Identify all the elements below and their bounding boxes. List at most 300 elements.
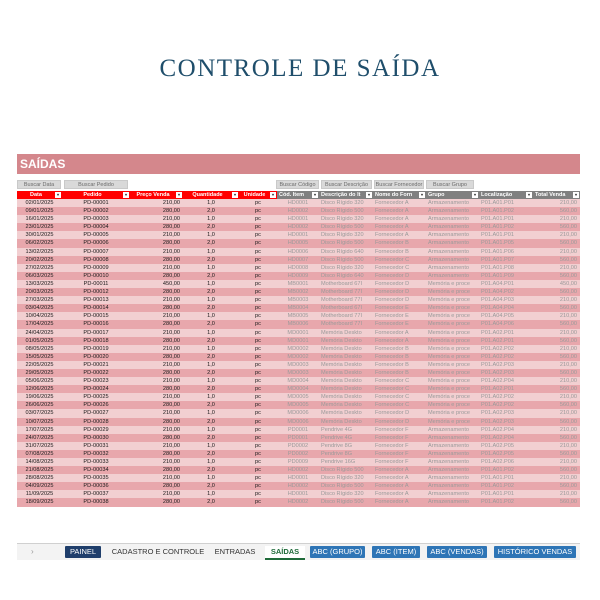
tab-abc-item[interactable]: ABC (ITEM) — [372, 546, 420, 558]
cell-col-total[interactable]: 210,00 — [559, 216, 577, 223]
cell-col-quantity[interactable]: 2,0 — [207, 321, 215, 328]
cell-col-location[interactable]: P01.A01.P02 — [481, 208, 514, 215]
cell-col-quantity[interactable]: 2,0 — [207, 402, 215, 409]
cell-col-unit[interactable]: pc — [255, 491, 261, 498]
cell-col-group[interactable]: Armazenamento — [428, 224, 470, 231]
cell-col-item-code[interactable]: HD0001 — [287, 232, 309, 239]
cell-col-item-code[interactable]: MB0002 — [287, 289, 309, 296]
cell-col-group[interactable]: Memória e proce — [428, 353, 470, 360]
cell-col-quantity[interactable]: 2,0 — [207, 450, 215, 457]
table-row[interactable] — [17, 450, 580, 458]
cell-col-price[interactable]: 280,00 — [162, 256, 180, 263]
cell-col-price[interactable]: 210,00 — [162, 248, 180, 255]
cell-col-order[interactable]: PD-00027 — [83, 410, 109, 417]
cell-col-item-code[interactable]: HD0002 — [287, 499, 309, 506]
cell-col-total[interactable]: 560,00 — [559, 418, 577, 425]
table-row[interactable] — [17, 320, 580, 328]
cell-col-order[interactable]: PD-00029 — [83, 426, 109, 433]
cell-col-price[interactable]: 280,00 — [162, 386, 180, 393]
cell-col-total[interactable]: 560,00 — [559, 450, 577, 457]
cell-col-supplier[interactable]: Fornecedor C — [375, 256, 410, 263]
cell-col-supplier[interactable]: Fornecedor B — [375, 353, 409, 360]
cell-col-unit[interactable]: pc — [255, 208, 261, 215]
cell-col-price[interactable]: 280,00 — [162, 305, 180, 312]
cell-col-total[interactable]: 560,00 — [559, 483, 577, 490]
cell-col-quantity[interactable]: 1,0 — [207, 426, 215, 433]
cell-col-total[interactable]: 450,00 — [559, 280, 577, 287]
cell-col-item-code[interactable]: MD0001 — [287, 337, 309, 344]
cell-col-item-code[interactable]: MD0002 — [287, 345, 309, 352]
tab-abc-vendas[interactable]: ABC (VENDAS) — [427, 546, 487, 558]
cell-col-order[interactable]: PD-00026 — [83, 402, 109, 409]
cell-col-supplier[interactable]: Fornecedor A — [375, 224, 409, 231]
cell-col-order[interactable]: PD-00018 — [83, 337, 109, 344]
cell-col-description[interactable]: Disco Rígido 320 — [321, 200, 364, 206]
cell-col-quantity[interactable]: 1,0 — [207, 313, 215, 320]
cell-col-order[interactable]: PD-00019 — [83, 345, 109, 352]
cell-col-unit[interactable]: pc — [255, 483, 261, 490]
cell-col-order[interactable]: PD-00031 — [83, 442, 109, 449]
cell-col-unit[interactable]: pc — [255, 272, 261, 279]
cell-col-price[interactable]: 280,00 — [162, 289, 180, 296]
cell-col-location[interactable]: P01.A02.P01 — [481, 337, 514, 344]
cell-col-item-code[interactable]: PD0002 — [287, 442, 309, 449]
cell-col-quantity[interactable]: 2,0 — [207, 353, 215, 360]
cell-col-description[interactable]: Memória Deskto — [321, 410, 362, 417]
cell-col-quantity[interactable]: 2,0 — [207, 224, 215, 231]
cell-col-description[interactable]: Disco Rígido 500 — [321, 240, 364, 247]
cell-col-group[interactable]: Memória e proce — [428, 329, 470, 336]
table-row[interactable] — [17, 393, 580, 401]
table-row[interactable] — [17, 353, 580, 361]
cell-col-unit[interactable]: pc — [255, 434, 261, 441]
cell-col-total[interactable]: 560,00 — [559, 289, 577, 296]
cell-col-supplier[interactable]: Fornecedor C — [375, 402, 410, 409]
cell-col-description[interactable]: Disco Rígido 320 — [321, 232, 364, 239]
cell-col-group[interactable]: Armazenamento — [428, 248, 470, 255]
cell-col-description[interactable]: Motherboard 77I — [321, 321, 363, 328]
cell-col-total[interactable]: 210,00 — [559, 345, 577, 352]
cell-col-supplier[interactable]: Fornecedor D — [375, 418, 410, 425]
cell-col-order[interactable]: PD-00032 — [83, 450, 109, 457]
cell-col-unit[interactable]: pc — [255, 321, 261, 328]
table-row[interactable] — [17, 458, 580, 466]
table-row[interactable] — [17, 385, 580, 393]
tab-historico-vendas[interactable]: HISTÓRICO VENDAS — [494, 546, 576, 558]
cell-col-supplier[interactable]: Fornecedor E — [375, 305, 409, 312]
cell-col-group[interactable]: Memória e proce — [428, 386, 470, 393]
tab-painel[interactable]: PAINEL — [65, 546, 101, 558]
cell-col-location[interactable]: P01.A04.P03 — [481, 297, 514, 304]
cell-col-order[interactable]: PD-00008 — [83, 256, 109, 263]
cell-col-group[interactable]: Armazenamento — [428, 240, 470, 247]
cell-col-date[interactable]: 23/01/2025 — [25, 224, 54, 231]
table-row[interactable] — [17, 418, 580, 426]
table-row[interactable] — [17, 288, 580, 296]
cell-col-location[interactable]: P01.A01.P02 — [481, 499, 514, 506]
cell-col-order[interactable]: PD-00004 — [83, 224, 109, 231]
cell-col-quantity[interactable]: 2,0 — [207, 434, 215, 441]
cell-col-supplier[interactable]: Fornecedor C — [375, 394, 410, 401]
cell-col-group[interactable]: Armazenamento — [428, 483, 470, 490]
cell-col-price[interactable]: 210,00 — [162, 297, 180, 304]
cell-col-item-code[interactable]: MD0004 — [287, 386, 309, 393]
cell-col-total[interactable]: 560,00 — [559, 321, 577, 328]
cell-col-group[interactable]: Armazenamento — [428, 442, 470, 449]
filter-button-supplier[interactable]: Buscar Fornecedor — [375, 182, 423, 188]
cell-col-item-code[interactable]: HD0005 — [287, 240, 309, 247]
cell-col-location[interactable]: P01.A04.P02 — [481, 289, 514, 296]
cell-col-date[interactable]: 24/07/2025 — [25, 434, 54, 441]
cell-col-date[interactable]: 20/02/2025 — [25, 256, 54, 263]
cell-col-unit[interactable]: pc — [255, 232, 261, 239]
cell-col-date[interactable]: 08/05/2025 — [25, 345, 54, 352]
cell-col-supplier[interactable]: Fornecedor F — [375, 459, 409, 465]
cell-col-group[interactable]: Armazenamento — [428, 256, 470, 263]
cell-col-location[interactable]: P01.A01.P06 — [481, 248, 514, 255]
cell-col-quantity[interactable]: 1,0 — [207, 280, 215, 287]
cell-col-supplier[interactable]: Fornecedor D — [375, 410, 410, 417]
cell-col-group[interactable]: Memória e proce — [428, 369, 470, 376]
cell-col-price[interactable]: 210,00 — [162, 426, 180, 433]
cell-col-unit[interactable]: pc — [255, 467, 261, 474]
cell-col-group[interactable]: Armazenamento — [428, 467, 470, 474]
cell-col-unit[interactable]: pc — [255, 459, 261, 465]
table-row[interactable] — [17, 296, 580, 304]
cell-col-date[interactable]: 10/04/2025 — [25, 313, 54, 320]
cell-col-unit[interactable]: pc — [255, 410, 261, 417]
cell-col-unit[interactable]: pc — [255, 450, 261, 457]
cell-col-group[interactable]: Armazenamento — [428, 491, 470, 498]
cell-col-total[interactable]: 210,00 — [559, 378, 577, 385]
cell-col-price[interactable]: 210,00 — [162, 410, 180, 417]
table-row[interactable] — [17, 409, 580, 417]
cell-col-total[interactable]: 210,00 — [559, 232, 577, 239]
cell-col-group[interactable]: Armazenamento — [428, 264, 470, 271]
cell-col-location[interactable]: P01.A02.P04 — [481, 434, 514, 441]
cell-col-description[interactable]: Memória Deskto — [321, 361, 362, 368]
cell-col-item-code[interactable]: HD0001 — [287, 475, 309, 482]
filter-dropdown-icon[interactable]: ▾ — [233, 192, 236, 197]
table-row[interactable] — [17, 304, 580, 312]
table-row[interactable] — [17, 401, 580, 409]
cell-col-date[interactable]: 10/07/2025 — [25, 418, 54, 425]
cell-col-price[interactable]: 210,00 — [162, 459, 180, 465]
cell-col-quantity[interactable]: 1,0 — [207, 248, 215, 255]
cell-col-date[interactable]: 27/02/2025 — [25, 264, 54, 271]
cell-col-quantity[interactable]: 1,0 — [207, 378, 215, 385]
cell-col-date[interactable]: 11/09/2025 — [25, 491, 54, 498]
cell-col-order[interactable]: PD-00036 — [83, 483, 109, 490]
cell-col-order[interactable]: PD-00014 — [83, 305, 109, 312]
cell-col-supplier[interactable]: Fornecedor D — [375, 272, 410, 279]
table-row[interactable] — [17, 490, 580, 498]
cell-col-date[interactable]: 15/05/2025 — [25, 353, 54, 360]
cell-col-date[interactable]: 28/08/2025 — [25, 475, 54, 482]
cell-col-date[interactable]: 02/01/2025 — [25, 200, 54, 206]
cell-col-total[interactable]: 210,00 — [559, 200, 577, 206]
tab-entradas[interactable]: ENTRADAS — [214, 547, 256, 556]
cell-col-unit[interactable]: pc — [255, 256, 261, 263]
cell-col-group[interactable]: Memória e proce — [428, 280, 470, 287]
cell-col-order[interactable]: PD-00002 — [83, 208, 109, 215]
tab-scroll-icon[interactable]: › — [31, 547, 34, 556]
cell-col-description[interactable]: Memória Deskto — [321, 345, 362, 352]
cell-col-item-code[interactable]: PD0001 — [287, 426, 309, 433]
cell-col-price[interactable]: 450,00 — [162, 280, 180, 287]
cell-col-date[interactable]: 13/03/2025 — [25, 280, 54, 287]
cell-col-group[interactable]: Memória e proce — [428, 361, 470, 368]
cell-col-location[interactable]: P01.A01.P07 — [481, 256, 514, 263]
cell-col-order[interactable]: PD-00007 — [83, 248, 109, 255]
cell-col-unit[interactable]: pc — [255, 280, 261, 287]
cell-col-location[interactable]: P01.A02.P02 — [481, 353, 514, 360]
cell-col-price[interactable]: 210,00 — [162, 329, 180, 336]
cell-col-group[interactable]: Armazenamento — [428, 426, 470, 433]
cell-col-quantity[interactable]: 2,0 — [207, 208, 215, 215]
cell-col-group[interactable]: Armazenamento — [428, 475, 470, 482]
cell-col-price[interactable]: 280,00 — [162, 240, 180, 247]
cell-col-group[interactable]: Memória e proce — [428, 418, 470, 425]
cell-col-description[interactable]: Disco Rígido 320 — [321, 216, 364, 223]
cell-col-item-code[interactable]: MB0006 — [287, 321, 309, 328]
cell-col-unit[interactable]: pc — [255, 442, 261, 449]
cell-col-location[interactable]: P01.A04.P04 — [481, 305, 514, 312]
cell-col-supplier[interactable]: Fornecedor D — [375, 280, 410, 287]
cell-col-date[interactable]: 12/06/2025 — [25, 386, 54, 393]
cell-col-location[interactable]: P01.A01.P01 — [481, 491, 514, 498]
cell-col-description[interactable]: Disco Rígido 500 — [321, 483, 364, 490]
cell-col-order[interactable]: PD-00001 — [83, 200, 109, 206]
cell-col-item-code[interactable]: MD0003 — [287, 369, 309, 376]
cell-col-location[interactable]: P01.A01.P01 — [481, 200, 514, 206]
cell-col-total[interactable]: 560,00 — [559, 305, 577, 312]
cell-col-item-code[interactable]: PD0001 — [287, 434, 309, 441]
cell-col-item-code[interactable]: MD0002 — [287, 353, 309, 360]
cell-col-description[interactable]: Memória Deskto — [321, 337, 362, 344]
cell-col-quantity[interactable]: 2,0 — [207, 369, 215, 376]
cell-col-price[interactable]: 210,00 — [162, 345, 180, 352]
cell-col-item-code[interactable]: MD0005 — [287, 394, 309, 401]
cell-col-order[interactable]: PD-00034 — [83, 467, 109, 474]
cell-col-price[interactable]: 280,00 — [162, 483, 180, 490]
cell-col-description[interactable]: Disco Rígido 640 — [321, 272, 364, 279]
cell-col-description[interactable]: Motherboard 77I — [321, 313, 363, 320]
cell-col-date[interactable]: 06/03/2025 — [25, 272, 54, 279]
cell-col-supplier[interactable]: Fornecedor A — [375, 200, 409, 206]
cell-col-date[interactable]: 04/09/2025 — [25, 483, 54, 490]
cell-col-date[interactable]: 14/08/2025 — [25, 459, 54, 465]
cell-col-supplier[interactable]: Fornecedor D — [375, 297, 410, 304]
cell-col-quantity[interactable]: 2,0 — [207, 305, 215, 312]
cell-col-total[interactable]: 560,00 — [559, 256, 577, 263]
cell-col-item-code[interactable]: HD0007 — [287, 256, 309, 263]
cell-col-price[interactable]: 280,00 — [162, 434, 180, 441]
cell-col-description[interactable]: Disco Rígido 500 — [321, 208, 364, 215]
cell-col-unit[interactable]: pc — [255, 426, 261, 433]
cell-col-date[interactable]: 19/06/2025 — [25, 394, 54, 401]
cell-col-date[interactable]: 26/06/2025 — [25, 402, 54, 409]
cell-col-location[interactable]: P01.A01.P08 — [481, 264, 514, 271]
cell-col-price[interactable]: 210,00 — [162, 313, 180, 320]
table-row[interactable] — [17, 345, 580, 353]
cell-col-total[interactable]: 210,00 — [559, 426, 577, 433]
cell-col-order[interactable]: PD-00015 — [83, 313, 109, 320]
cell-col-quantity[interactable]: 1,0 — [207, 410, 215, 417]
table-row[interactable] — [17, 312, 580, 320]
cell-col-order[interactable]: PD-00011 — [83, 280, 109, 287]
cell-col-date[interactable]: 03/07/2025 — [25, 410, 54, 417]
cell-col-supplier[interactable]: Fornecedor A — [375, 467, 409, 474]
table-row[interactable] — [17, 329, 580, 337]
filter-dropdown-icon[interactable]: ▾ — [367, 192, 370, 197]
cell-col-order[interactable]: PD-00009 — [83, 264, 109, 271]
cell-col-supplier[interactable]: Fornecedor A — [375, 208, 409, 215]
cell-col-location[interactable]: P01.A02.P02 — [481, 402, 514, 409]
cell-col-quantity[interactable]: 2,0 — [207, 467, 215, 474]
cell-col-total[interactable]: 560,00 — [559, 499, 577, 506]
cell-col-item-code[interactable]: PD0002 — [287, 450, 309, 457]
cell-col-price[interactable]: 210,00 — [162, 232, 180, 239]
cell-col-description[interactable]: Pendrive 16G — [321, 459, 356, 465]
cell-col-description[interactable]: Pendrive 4G — [321, 434, 353, 441]
cell-col-date[interactable]: 17/07/2025 — [25, 426, 54, 433]
cell-col-group[interactable]: Armazenamento — [428, 200, 470, 206]
cell-col-date[interactable]: 22/05/2025 — [25, 361, 54, 368]
cell-col-unit[interactable]: pc — [255, 418, 261, 425]
cell-col-supplier[interactable]: Fornecedor A — [375, 475, 409, 482]
cell-col-total[interactable]: 210,00 — [559, 361, 577, 368]
cell-col-date[interactable]: 03/04/2025 — [25, 305, 54, 312]
cell-col-location[interactable]: P01.A01.P01 — [481, 475, 514, 482]
cell-col-group[interactable]: Memória e proce — [428, 337, 470, 344]
cell-col-description[interactable]: Pendrive 4G — [321, 426, 353, 433]
cell-col-location[interactable]: P01.A01.P02 — [481, 224, 514, 231]
cell-col-group[interactable]: Memória e proce — [428, 402, 470, 409]
cell-col-quantity[interactable]: 1,0 — [207, 232, 215, 239]
cell-col-price[interactable]: 210,00 — [162, 200, 180, 206]
cell-col-price[interactable]: 210,00 — [162, 264, 180, 271]
cell-col-group[interactable]: Armazenamento — [428, 208, 470, 215]
cell-col-description[interactable]: Motherboard 67I — [321, 305, 363, 312]
cell-col-item-code[interactable]: HD0008 — [287, 264, 309, 271]
cell-col-price[interactable]: 280,00 — [162, 224, 180, 231]
cell-col-description[interactable]: Motherboard 77I — [321, 297, 363, 304]
cell-col-description[interactable]: Pendrive 8G — [321, 442, 353, 449]
cell-col-description[interactable]: Disco Rígido 320 — [321, 491, 364, 498]
cell-col-group[interactable]: Armazenamento — [428, 459, 470, 465]
tab-abc-grupo[interactable]: ABC (GRUPO) — [310, 546, 365, 558]
cell-col-price[interactable]: 210,00 — [162, 491, 180, 498]
cell-col-total[interactable]: 560,00 — [559, 353, 577, 360]
cell-col-item-code[interactable]: HD0002 — [287, 224, 309, 231]
cell-col-date[interactable]: 17/04/2025 — [25, 321, 54, 328]
table-row[interactable] — [17, 264, 580, 272]
cell-col-quantity[interactable]: 2,0 — [207, 256, 215, 263]
cell-col-date[interactable]: 27/03/2025 — [25, 297, 54, 304]
cell-col-group[interactable]: Memória e proce — [428, 345, 470, 352]
cell-col-location[interactable]: P01.A02.P01 — [481, 329, 514, 336]
cell-col-group[interactable]: Armazenamento — [428, 450, 470, 457]
cell-col-location[interactable]: P01.A04.P01 — [481, 280, 514, 287]
cell-col-total[interactable]: 560,00 — [559, 240, 577, 247]
cell-col-order[interactable]: PD-00021 — [83, 361, 109, 368]
cell-col-date[interactable]: 05/06/2025 — [25, 378, 54, 385]
cell-col-location[interactable]: P01.A02.P06 — [481, 459, 514, 465]
cell-col-quantity[interactable]: 1,0 — [207, 200, 215, 206]
cell-col-description[interactable]: Memória Deskto — [321, 369, 362, 376]
cell-col-item-code[interactable]: MD0006 — [287, 418, 309, 425]
cell-col-location[interactable]: P01.A02.P05 — [481, 442, 514, 449]
cell-col-order[interactable]: PD-00037 — [83, 491, 109, 498]
cell-col-quantity[interactable]: 2,0 — [207, 483, 215, 490]
filter-dropdown-icon[interactable]: ▾ — [124, 192, 127, 197]
cell-col-order[interactable]: PD-00038 — [83, 499, 109, 506]
cell-col-group[interactable]: Memória e proce — [428, 313, 470, 320]
cell-col-date[interactable]: 31/07/2025 — [25, 442, 54, 449]
filter-dropdown-icon[interactable]: ▾ — [420, 192, 423, 197]
cell-col-quantity[interactable]: 1,0 — [207, 394, 215, 401]
cell-col-description[interactable]: Memória Deskto — [321, 386, 362, 393]
filter-button-order[interactable]: Buscar Pedido — [64, 180, 128, 189]
cell-col-order[interactable]: PD-00005 — [83, 232, 109, 239]
cell-col-item-code[interactable]: HD0009 — [287, 272, 309, 279]
cell-col-price[interactable]: 280,00 — [162, 208, 180, 215]
cell-col-location[interactable]: P01.A01.P01 — [481, 232, 514, 239]
cell-col-total[interactable]: 210,00 — [559, 264, 577, 271]
cell-col-supplier[interactable]: Fornecedor D — [375, 289, 410, 296]
table-row[interactable] — [17, 337, 580, 345]
cell-col-supplier[interactable]: Fornecedor A — [375, 483, 409, 490]
cell-col-quantity[interactable]: 1,0 — [207, 329, 215, 336]
cell-col-date[interactable]: 09/01/2025 — [25, 208, 54, 215]
cell-col-supplier[interactable]: Fornecedor E — [375, 321, 409, 328]
cell-col-item-code[interactable]: MD0006 — [287, 410, 309, 417]
cell-col-unit[interactable]: pc — [255, 240, 261, 247]
cell-col-description[interactable]: Memória Deskto — [321, 329, 362, 336]
cell-col-description[interactable]: Disco Rígido 320 — [321, 475, 364, 482]
cell-col-price[interactable]: 280,00 — [162, 418, 180, 425]
cell-col-description[interactable]: Disco Rígido 500 — [321, 499, 364, 506]
cell-col-group[interactable]: Memória e proce — [428, 297, 470, 304]
cell-col-description[interactable]: Disco Rígido 500 — [321, 256, 364, 263]
cell-col-item-code[interactable]: MD0001 — [287, 329, 309, 336]
table-row[interactable] — [17, 239, 580, 247]
cell-col-description[interactable]: Pendrive 8G — [321, 450, 353, 457]
cell-col-unit[interactable]: pc — [255, 289, 261, 296]
cell-col-unit[interactable]: pc — [255, 313, 261, 320]
cell-col-total[interactable]: 560,00 — [559, 402, 577, 409]
cell-col-unit[interactable]: pc — [255, 200, 261, 206]
table-row[interactable] — [17, 272, 580, 280]
cell-col-location[interactable]: P01.A02.P01 — [481, 386, 514, 393]
cell-col-supplier[interactable]: Fornecedor A — [375, 491, 409, 498]
cell-col-location[interactable]: P01.A04.P05 — [481, 313, 514, 320]
cell-col-order[interactable]: PD-00023 — [83, 378, 109, 385]
cell-col-unit[interactable]: pc — [255, 345, 261, 352]
cell-col-order[interactable]: PD-00022 — [83, 369, 109, 376]
table-row[interactable] — [17, 215, 580, 223]
cell-col-group[interactable]: Armazenamento — [428, 434, 470, 441]
cell-col-unit[interactable]: pc — [255, 369, 261, 376]
cell-col-price[interactable]: 280,00 — [162, 499, 180, 506]
filter-button-code[interactable]: Buscar Código — [276, 180, 319, 189]
filter-button-description[interactable]: Buscar Descrição — [321, 180, 372, 189]
cell-col-description[interactable]: Disco Rígido 500 — [321, 224, 364, 231]
cell-col-quantity[interactable]: 1,0 — [207, 264, 215, 271]
cell-col-supplier[interactable]: Fornecedor F — [375, 434, 409, 441]
filter-dropdown-icon[interactable]: ▾ — [56, 192, 59, 197]
